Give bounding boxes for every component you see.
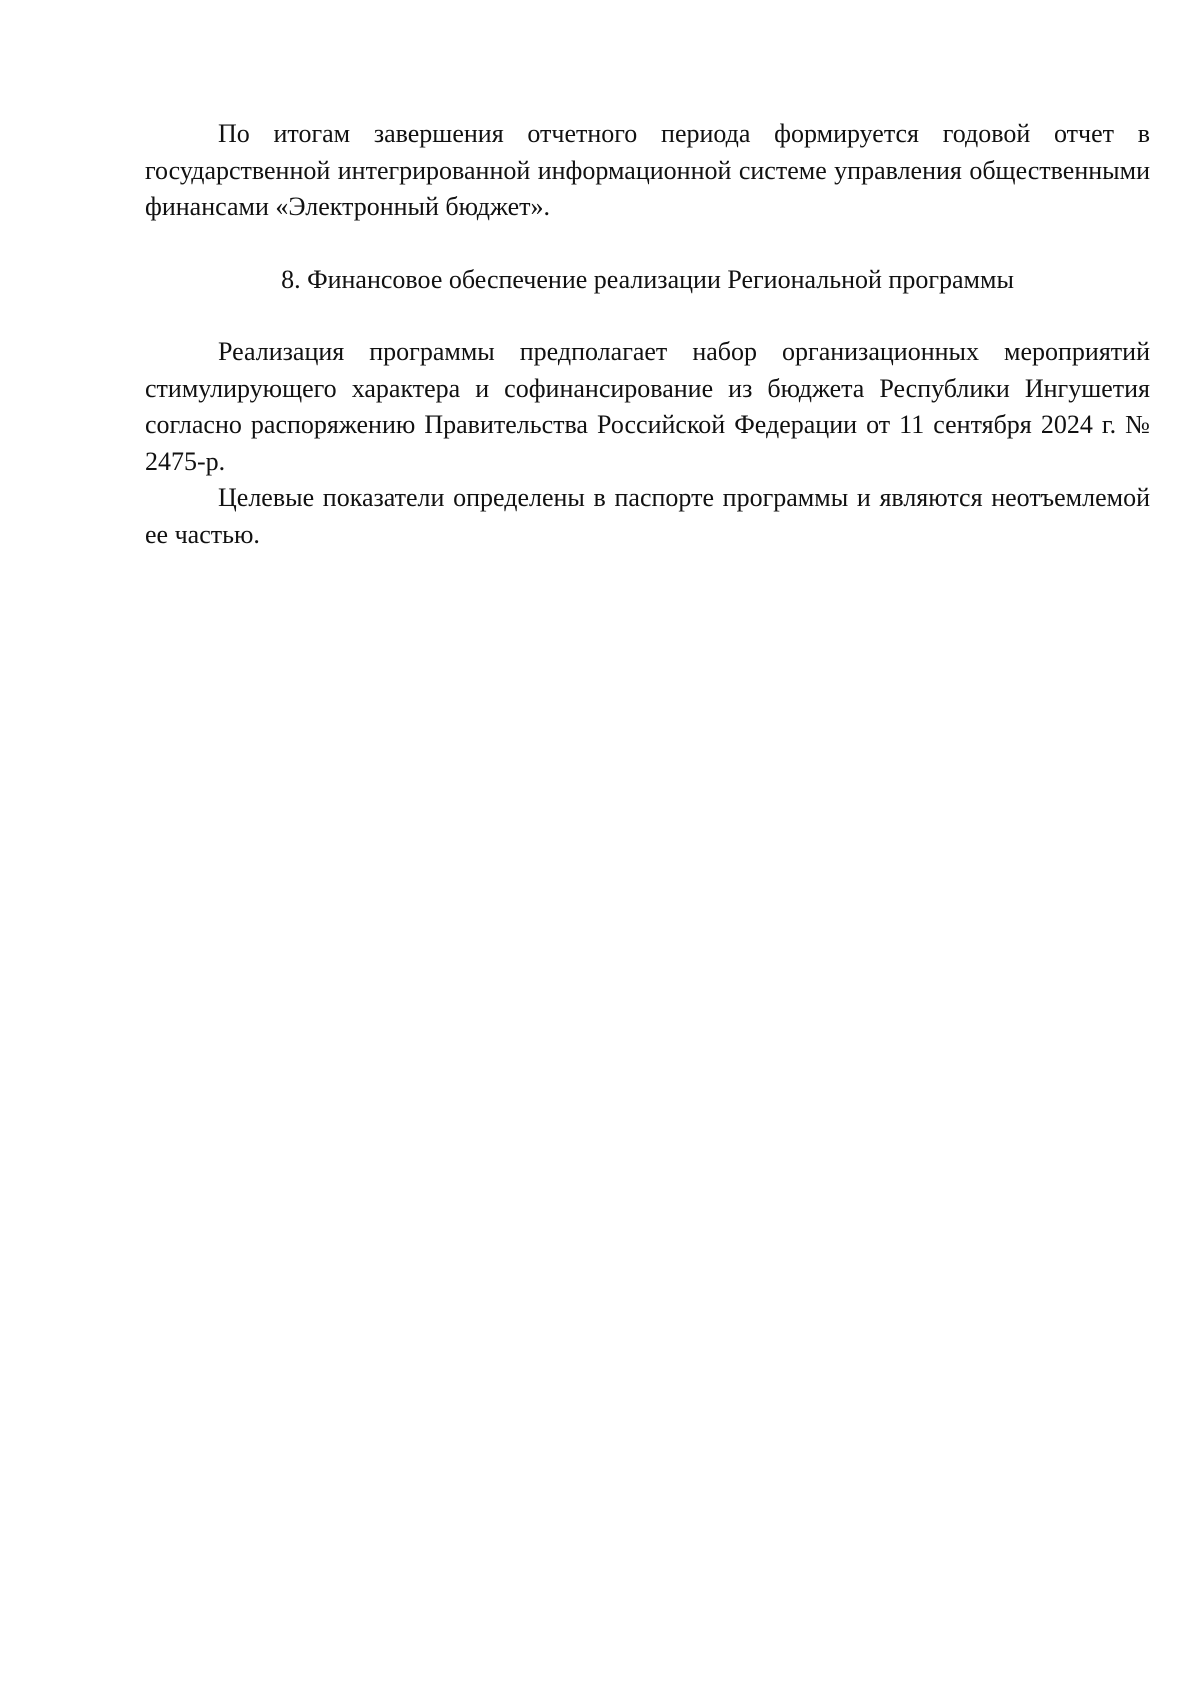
paragraph-implementation: Реализация программы предполагает набор организационных мероприятий стимулирующего характера и софинансирование из бюджета Республики Ингушетия согласно распоряжению Правительства Российской Федерации от 11 сентября 2024 г. № 2475-р. [145, 337, 1150, 476]
section-heading: 8. Финансовое обеспечение реализации Региональной программы [281, 264, 1014, 294]
document-body [145, 116, 1150, 553]
paragraph-targets: Целевые показатели определены в паспорте программы и являются неотъемлемой ее частью. [145, 483, 1150, 549]
paragraph-report: По итогам завершения отчетного периода формируется годовой отчет в государственной интегрированной информационной системе управления общественными финансами «Электронный бюджет». [145, 119, 1150, 221]
